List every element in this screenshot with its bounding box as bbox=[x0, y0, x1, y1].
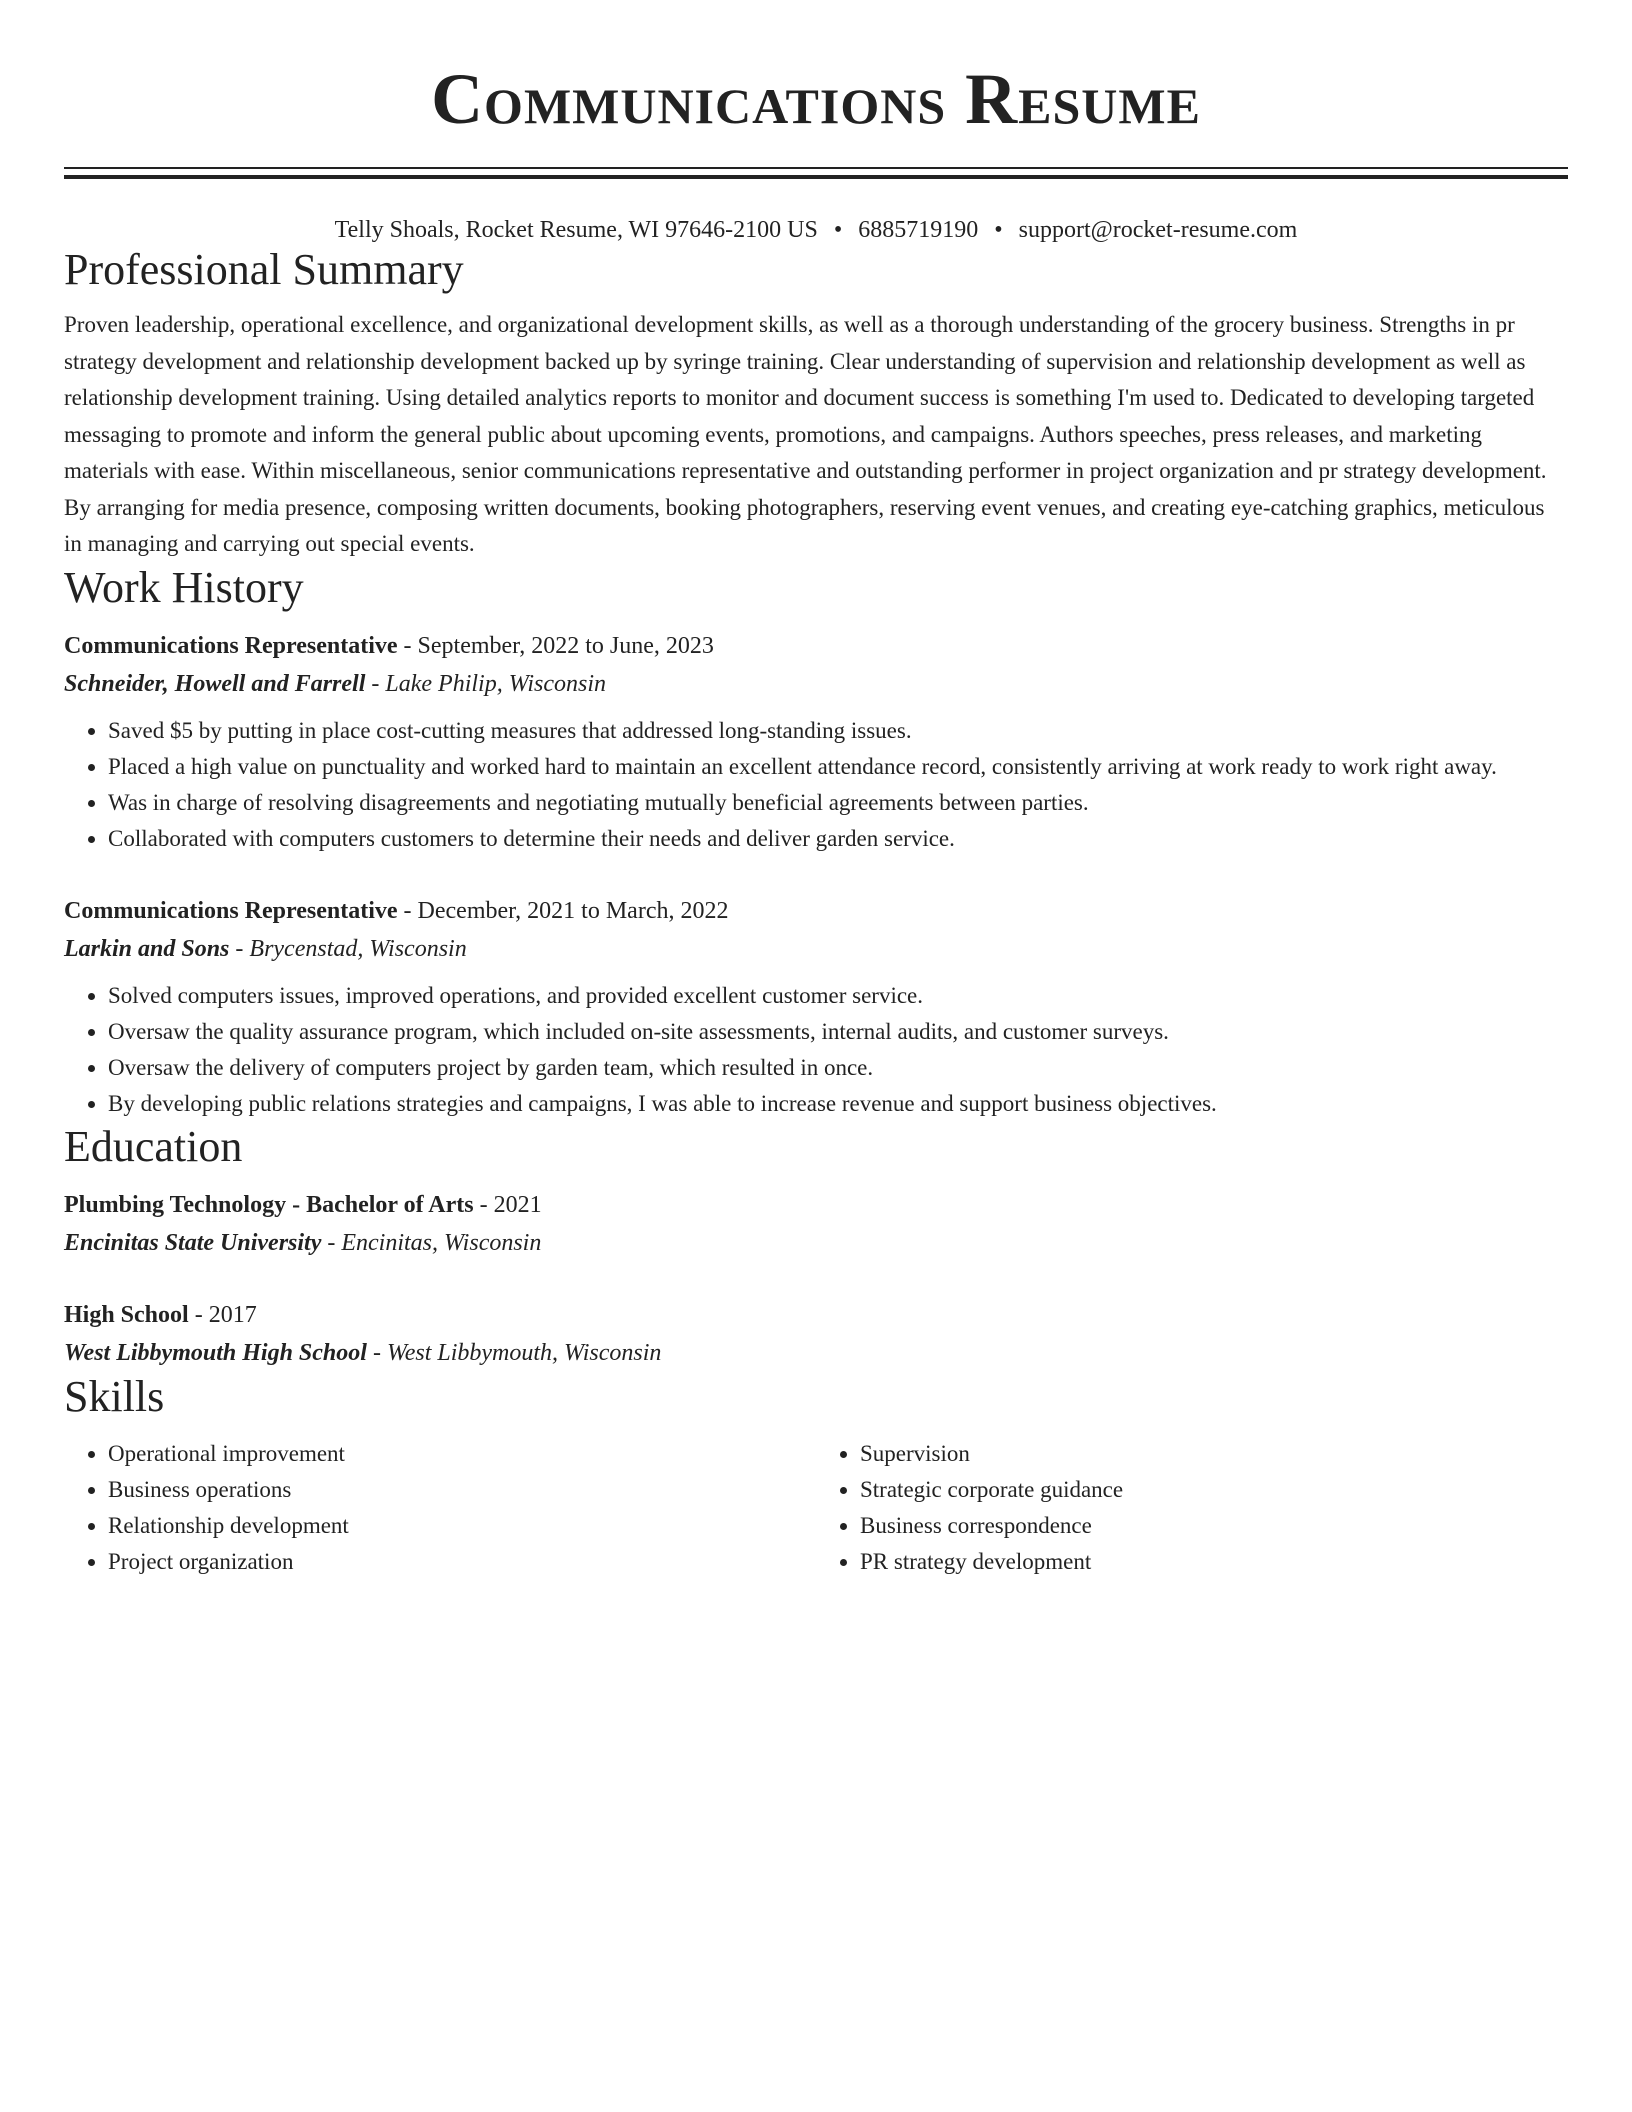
dash: - bbox=[321, 1229, 342, 1256]
skills-heading: Skills bbox=[64, 1371, 165, 1421]
education-school-line bbox=[64, 1224, 1568, 1262]
summary-text: Proven leadership, operational excellence, and organizational development skills, as well as a thorough understanding of the grocery business. Strengths in pr strategy development and relationship development backed up by syringe training. Clear understanding of supervision and relationship development as well as relationship development training. Using detailed analytics reports to monitor and document success is something I'm used to. Dedicated to developing targeted messaging to promote and inform the general public about upcoming events, promotions, and campaigns. Authors speeches, press releases, and marketing materials with ease. Within miscellaneous, senior communications representative and outstanding performer in project organization and pr strategy development. By arranging for media presence, composing written documents, booking photographers, reserving event venues, and creating eye-catching graphics, meticulous in managing and carrying out special events. bbox=[64, 312, 1547, 556]
title-divider-thin bbox=[64, 167, 1568, 169]
education-entry bbox=[64, 1296, 1568, 1372]
list-item: • Saved $5 by putting in place cost-cutting measures that addressed long-standing issues. bbox=[108, 713, 1568, 749]
job-company: Larkin and Sons bbox=[64, 935, 230, 962]
work-history-heading: Work History bbox=[64, 562, 304, 612]
skills-columns bbox=[64, 1436, 1568, 1580]
list-item: • Placed a high value on punctuality and worked hard to maintain an excellent attendance record, consistently arriving at work ready to work right away. bbox=[108, 749, 1568, 785]
education-degree-line bbox=[64, 1186, 1568, 1224]
skill-item: • Business operations bbox=[108, 1472, 816, 1508]
education-school-line bbox=[64, 1334, 1568, 1372]
list-item: • By developing public relations strategies and campaigns, I was able to increase revenue and support business objectives. bbox=[108, 1086, 1568, 1122]
contact-phone: 6885719190 bbox=[858, 217, 979, 243]
dash: - bbox=[473, 1191, 494, 1218]
skill-item: • PR strategy development bbox=[860, 1544, 1568, 1580]
title-divider-thick bbox=[64, 175, 1568, 179]
skill-item: • Supervision bbox=[860, 1436, 1568, 1472]
skill-item: • Strategic corporate guidance bbox=[860, 1472, 1568, 1508]
job-location: Lake Philip, Wisconsin bbox=[385, 670, 607, 697]
contact-line bbox=[64, 215, 1568, 245]
job-dates: December, 2021 to March, 2022 bbox=[417, 897, 729, 924]
skill-item: • Project organization bbox=[108, 1544, 816, 1580]
skills-list-left bbox=[64, 1436, 816, 1580]
education-school: Encinitas State University bbox=[64, 1229, 322, 1256]
skill-item: • Business correspondence bbox=[860, 1508, 1568, 1544]
list-item: • Oversaw the delivery of computers project by garden team, which resulted in once. bbox=[108, 1050, 1568, 1086]
skill-item: • Operational improvement bbox=[108, 1436, 816, 1472]
contact-separator: • bbox=[994, 217, 1003, 243]
list-item: • Was in charge of resolving disagreements and negotiating mutually beneficial agreements between parties. bbox=[108, 785, 1568, 821]
skills-list-right bbox=[816, 1436, 1568, 1580]
job-title: Communications Representative bbox=[64, 632, 398, 659]
skill-item: • Relationship development bbox=[108, 1508, 816, 1544]
summary-heading: Professional Summary bbox=[64, 245, 464, 294]
job-company-line bbox=[64, 665, 1568, 703]
page-title: Communications Resume bbox=[431, 59, 1201, 139]
list-item: • Oversaw the quality assurance program, which included on-site assessments, internal audits, and customer surveys. bbox=[108, 1014, 1568, 1050]
dash: - bbox=[366, 1339, 387, 1366]
contact-email: support@rocket-resume.com bbox=[1018, 217, 1298, 243]
education-degree: Plumbing Technology - Bachelor of Arts bbox=[64, 1191, 474, 1218]
education-year: 2021 bbox=[493, 1191, 542, 1218]
job-dates: September, 2022 to June, 2023 bbox=[417, 632, 714, 659]
contact-address: Telly Shoals, Rocket Resume, WI 97646-2100 US bbox=[334, 217, 818, 243]
dash: - bbox=[397, 632, 418, 659]
job-title-line bbox=[64, 627, 1568, 665]
education-year: 2017 bbox=[208, 1301, 257, 1328]
job-company-line bbox=[64, 930, 1568, 968]
job-location: Brycenstad, Wisconsin bbox=[249, 935, 467, 962]
dash: - bbox=[397, 897, 418, 924]
dash: - bbox=[365, 670, 386, 697]
education-school: West Libbymouth High School bbox=[64, 1339, 367, 1366]
education-degree-line bbox=[64, 1296, 1568, 1334]
education-location: Encinitas, Wisconsin bbox=[341, 1229, 542, 1256]
dash: - bbox=[229, 935, 250, 962]
contact-separator: • bbox=[833, 217, 843, 243]
job-title: Communications Representative bbox=[64, 897, 398, 924]
job-entry bbox=[64, 892, 1568, 1122]
education-heading: Education bbox=[64, 1121, 243, 1171]
dash: - bbox=[188, 1301, 209, 1328]
job-entry bbox=[64, 627, 1568, 857]
education-entry bbox=[64, 1186, 1568, 1262]
education-degree: High School bbox=[64, 1301, 189, 1328]
list-item: • Solved computers issues, improved operations, and provided excellent customer service. bbox=[108, 978, 1568, 1014]
job-bullets bbox=[64, 978, 1568, 1122]
list-item: • Collaborated with computers customers to determine their needs and deliver garden service. bbox=[108, 821, 1568, 857]
education-location: West Libbymouth, Wisconsin bbox=[386, 1339, 662, 1366]
job-company: Schneider, Howell and Farrell bbox=[64, 670, 366, 697]
job-title-line bbox=[64, 892, 1568, 930]
job-bullets bbox=[64, 713, 1568, 857]
